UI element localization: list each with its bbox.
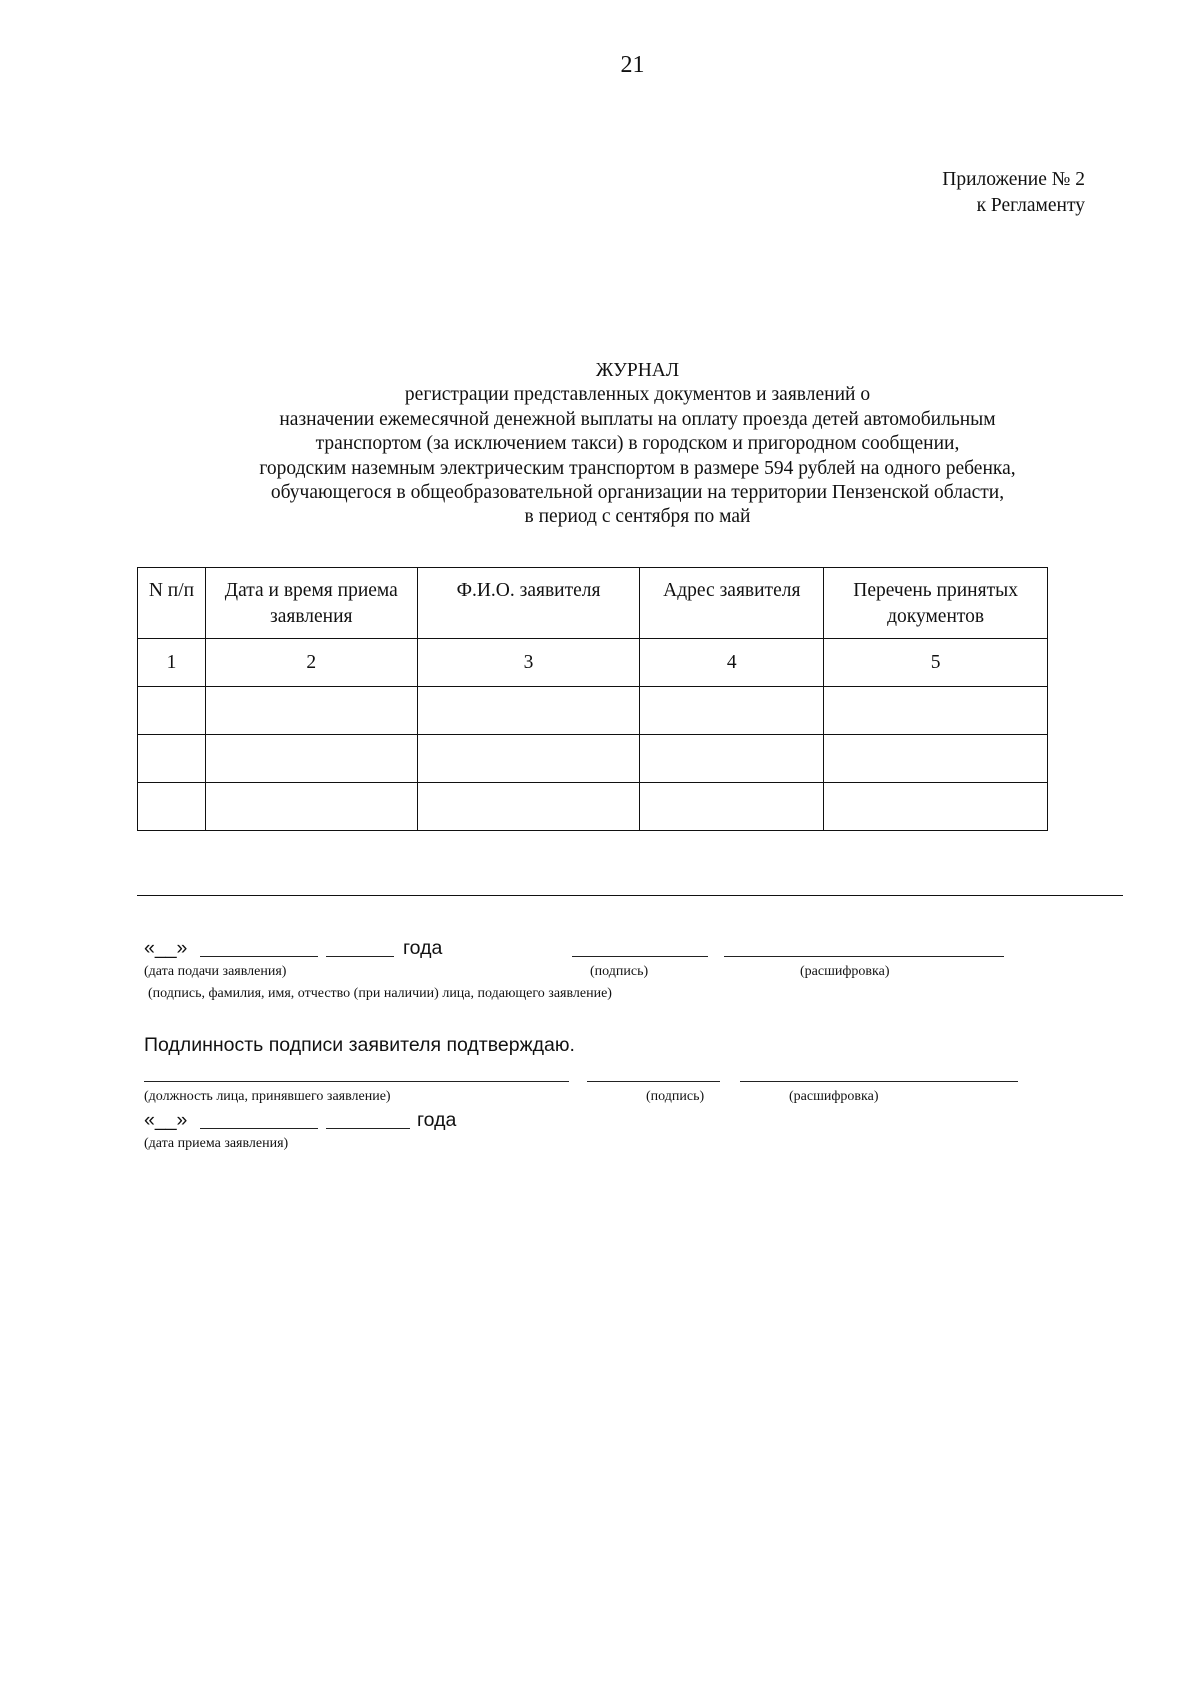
table-cell[interactable]: [640, 687, 824, 735]
title-line: обучающегося в общеобразовательной организации на территории Пензенской области,: [270, 482, 1005, 504]
column-number: 4: [640, 639, 824, 687]
table-row: [138, 783, 1048, 831]
page-number: 21: [620, 52, 645, 78]
table-cell[interactable]: [138, 783, 206, 831]
appendix-line-2: к Регламенту: [976, 195, 1085, 216]
official-decode-caption: (расшифровка): [789, 1089, 879, 1104]
header-documents-list: Перечень принятых документов: [824, 568, 1048, 639]
appendix-line-1: Приложение № 2: [942, 169, 1085, 190]
header-applicant-address: Адрес заявителя: [640, 568, 824, 639]
title-line: регистрации представленных документов и заявлений о: [404, 384, 871, 406]
table-cell[interactable]: [417, 735, 640, 783]
table-cell[interactable]: [824, 687, 1048, 735]
receive-date-open-quote: «__»: [144, 1109, 188, 1131]
title-line: назначении ежемесячной денежной выплаты на оплату проезда детей автомобильным: [279, 408, 996, 430]
header-applicant-name: Ф.И.О. заявителя: [417, 568, 640, 639]
applicant-signature-line[interactable]: [572, 956, 708, 957]
table-number-row: [138, 639, 1048, 687]
table-cell[interactable]: [417, 783, 640, 831]
table-cell[interactable]: [138, 735, 206, 783]
applicant-caption: (подпись, фамилия, имя, отчество (при наличии) лица, подающего заявление): [148, 986, 612, 1001]
column-number: 2: [205, 639, 417, 687]
applicant-decode-line[interactable]: [724, 956, 1004, 957]
submission-day-month-line[interactable]: [200, 956, 318, 957]
table-cell[interactable]: [824, 783, 1048, 831]
official-position-caption: (должность лица, принявшего заявление): [144, 1089, 391, 1104]
table-cell[interactable]: [205, 735, 417, 783]
title-line: городским наземным электрическим транспортом в размере 594 рублей на одного ребенка,: [259, 457, 1016, 479]
table-cell[interactable]: [138, 687, 206, 735]
decode-caption: (расшифровка): [800, 964, 890, 979]
submission-date-open-quote: «__»: [144, 937, 188, 959]
table-cell[interactable]: [205, 783, 417, 831]
header-date-time: Дата и время приема заявления: [205, 568, 417, 639]
table-row: [138, 687, 1048, 735]
journal-heading: ЖУРНАЛ: [595, 360, 680, 381]
column-number: 5: [824, 639, 1048, 687]
header-number: N п/п: [138, 568, 206, 639]
journal-title: [145, 359, 1130, 530]
table-cell[interactable]: [417, 687, 640, 735]
column-number: 1: [138, 639, 206, 687]
table-cell[interactable]: [824, 735, 1048, 783]
signature-caption: (подпись): [590, 964, 649, 979]
official-decode-line[interactable]: [740, 1081, 1018, 1082]
title-line: в период с сентября по май: [524, 506, 751, 528]
official-position-line[interactable]: [144, 1081, 569, 1082]
official-signature-line[interactable]: [587, 1081, 720, 1082]
signature-confirmation-text: Подлинность подписи заявителя подтверждаю.: [144, 1034, 575, 1056]
official-signature-caption: (подпись): [646, 1089, 705, 1104]
table-cell[interactable]: [640, 735, 824, 783]
column-number: 3: [417, 639, 640, 687]
receive-year-word: года: [417, 1109, 457, 1131]
journal-table: [137, 567, 1048, 831]
table-cell[interactable]: [640, 783, 824, 831]
receive-date-caption: (дата приема заявления): [144, 1136, 289, 1151]
appendix-note: [942, 167, 1085, 219]
table-cell[interactable]: [205, 687, 417, 735]
table-header-row: [138, 568, 1048, 639]
receive-year-line[interactable]: [326, 1128, 410, 1129]
table-row: [138, 735, 1048, 783]
title-line: транспортом (за исключением такси) в городском и пригородном сообщении,: [315, 433, 960, 455]
submission-date-caption: (дата подачи заявления): [144, 964, 287, 979]
section-divider: [137, 895, 1123, 896]
submission-year-line[interactable]: [326, 956, 394, 957]
receive-day-month-line[interactable]: [200, 1128, 318, 1129]
submission-year-word: года: [403, 937, 443, 959]
